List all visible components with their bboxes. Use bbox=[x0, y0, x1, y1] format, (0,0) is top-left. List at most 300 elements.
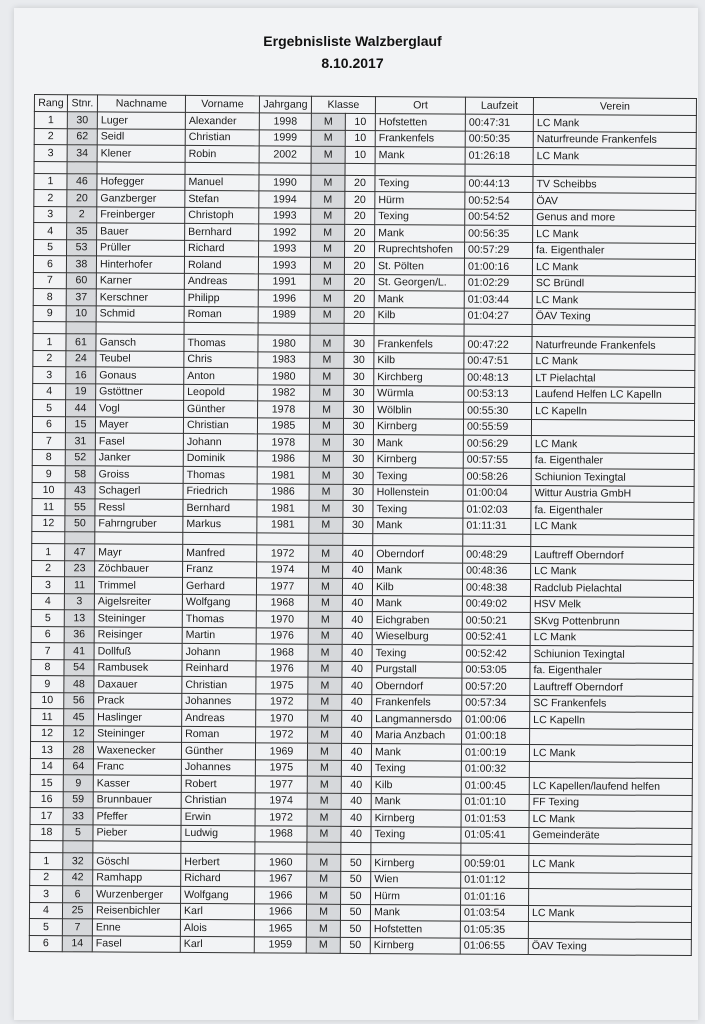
cell-rang: 5 bbox=[34, 239, 67, 256]
cell-laufzeit: 00:44:13 bbox=[465, 176, 533, 193]
cell-ort: Hofstetten bbox=[370, 921, 460, 938]
cell-jahrgang: 1975 bbox=[255, 759, 307, 776]
cell-rang: 13 bbox=[30, 741, 63, 758]
cell-vorname: Andreas bbox=[182, 709, 256, 726]
cell-ort: Hollenstein bbox=[373, 484, 463, 501]
cell-geschlecht: M bbox=[310, 385, 344, 402]
cell-geschlecht: M bbox=[307, 776, 341, 793]
cell-verein: Lauftreff Oberndorf bbox=[531, 547, 694, 564]
cell-jahrgang: 1989 bbox=[258, 306, 310, 323]
cell-verein: ÖAV bbox=[533, 193, 696, 210]
cell-jahrgang: 1967 bbox=[255, 870, 307, 887]
cell-stnr: 15 bbox=[65, 416, 95, 433]
cell-laufzeit: 01:01:16 bbox=[461, 888, 529, 905]
cell-jahrgang: 1966 bbox=[254, 903, 306, 920]
cell-vorname: Leopold bbox=[184, 384, 258, 401]
cell-stnr: 41 bbox=[64, 643, 94, 660]
cell-geschlecht: M bbox=[309, 500, 343, 517]
empty-cell bbox=[343, 533, 373, 545]
cell-verein: TV Scheibbs bbox=[533, 176, 696, 193]
cell-klasse: 40 bbox=[342, 644, 372, 661]
cell-geschlecht: M bbox=[307, 760, 341, 777]
cell-verein: SC Frankenfels bbox=[530, 695, 693, 712]
cell-rang: 2 bbox=[32, 560, 65, 577]
cell-jahrgang: 1981 bbox=[257, 467, 309, 484]
cell-laufzeit: 01:01:10 bbox=[461, 794, 529, 811]
cell-geschlecht: M bbox=[311, 191, 345, 208]
cell-verein: LC Mank bbox=[530, 629, 693, 646]
cell-laufzeit: 00:56:29 bbox=[463, 435, 531, 452]
empty-cell bbox=[375, 163, 465, 176]
empty-cell bbox=[374, 324, 464, 337]
cell-laufzeit: 01:00:16 bbox=[464, 258, 532, 275]
cell-vorname: Thomas bbox=[183, 466, 257, 483]
cell-jahrgang: 1974 bbox=[255, 792, 307, 809]
cell-verein: ÖAV Texing bbox=[532, 308, 695, 325]
cell-klasse: 30 bbox=[344, 401, 374, 418]
cell-vorname: Friedrich bbox=[183, 483, 257, 500]
empty-cell bbox=[65, 532, 95, 544]
empty-cell bbox=[184, 322, 258, 334]
cell-ort: Texing bbox=[373, 501, 463, 518]
cell-ort: Kilb bbox=[371, 777, 461, 794]
cell-rang: 1 bbox=[34, 173, 67, 190]
cell-geschlecht: M bbox=[308, 727, 342, 744]
cell-rang: 9 bbox=[31, 675, 64, 692]
cell-laufzeit: 01:05:41 bbox=[461, 827, 529, 844]
cell-verein: Wittur Austria GmbH bbox=[531, 485, 694, 502]
cell-rang: 9 bbox=[33, 305, 66, 322]
cell-rang: 4 bbox=[34, 223, 67, 240]
empty-cell bbox=[30, 840, 63, 852]
empty-cell bbox=[309, 533, 343, 545]
cell-nachname: Daxauer bbox=[94, 676, 182, 693]
cell-vorname: Alois bbox=[180, 919, 254, 936]
cell-stnr: 37 bbox=[66, 289, 96, 306]
cell-stnr: 28 bbox=[63, 742, 93, 759]
cell-rang: 6 bbox=[33, 256, 66, 273]
cell-laufzeit: 00:50:21 bbox=[462, 612, 530, 629]
cell-laufzeit: 00:52:54 bbox=[465, 192, 533, 209]
cell-laufzeit: 01:01:12 bbox=[461, 872, 529, 889]
cell-laufzeit: 00:53:13 bbox=[464, 386, 532, 403]
cell-klasse: 40 bbox=[341, 826, 371, 843]
cell-ort: Oberndorf bbox=[373, 546, 463, 563]
cell-verein bbox=[529, 872, 692, 889]
empty-cell bbox=[531, 535, 694, 548]
cell-nachname: Klener bbox=[97, 145, 185, 162]
cell-nachname: Vogl bbox=[96, 400, 184, 417]
cell-jahrgang: 1978 bbox=[257, 434, 309, 451]
empty-cell bbox=[344, 323, 374, 335]
cell-nachname: Enne bbox=[92, 919, 180, 936]
cell-geschlecht: M bbox=[306, 920, 340, 937]
cell-geschlecht: M bbox=[309, 467, 343, 484]
cell-stnr: 9 bbox=[63, 775, 93, 792]
cell-jahrgang: 1980 bbox=[258, 368, 310, 385]
cell-klasse: 40 bbox=[341, 793, 371, 810]
cell-verein: LC Mank bbox=[533, 148, 696, 165]
cell-verein bbox=[528, 922, 691, 939]
cell-verein bbox=[529, 889, 692, 906]
cell-ort: Kirnberg bbox=[370, 937, 460, 954]
cell-ort: Texing bbox=[375, 175, 465, 192]
cell-stnr: 20 bbox=[67, 190, 97, 207]
cell-nachname: Ressl bbox=[95, 499, 183, 516]
cell-stnr: 12 bbox=[64, 725, 94, 742]
cell-nachname: Gansch bbox=[96, 334, 184, 351]
cell-geschlecht: M bbox=[311, 208, 345, 225]
cell-klasse: 20 bbox=[345, 208, 375, 225]
cell-nachname: Waxenecker bbox=[93, 742, 181, 759]
empty-cell bbox=[183, 532, 257, 544]
cell-klasse: 30 bbox=[344, 385, 374, 402]
cell-nachname: Franc bbox=[93, 758, 181, 775]
cell-geschlecht: M bbox=[309, 484, 343, 501]
cell-nachname: Luger bbox=[97, 112, 185, 129]
cell-jahrgang: 1983 bbox=[258, 351, 310, 368]
cell-laufzeit: 01:05:35 bbox=[460, 921, 528, 938]
cell-nachname: Dollfuß bbox=[94, 643, 182, 660]
cell-vorname: Christian bbox=[185, 129, 259, 146]
cell-jahrgang: 1968 bbox=[256, 644, 308, 661]
cell-rang: 9 bbox=[32, 465, 65, 482]
cell-ort: Mank bbox=[371, 744, 461, 761]
cell-laufzeit: 00:59:01 bbox=[461, 855, 529, 872]
cell-laufzeit: 01:00:18 bbox=[462, 728, 530, 745]
cell-verein: FF Texing bbox=[529, 794, 692, 811]
cell-rang: 3 bbox=[34, 145, 67, 162]
cell-stnr: 16 bbox=[66, 367, 96, 384]
cell-jahrgang: 1981 bbox=[257, 500, 309, 517]
cell-geschlecht: M bbox=[307, 887, 341, 904]
cell-verein: fa. Eigenthaler bbox=[533, 242, 696, 259]
cell-ort: St. Georgen/L. bbox=[374, 274, 464, 291]
cell-nachname: Göschl bbox=[93, 853, 181, 870]
cell-geschlecht: M bbox=[307, 793, 341, 810]
cell-ort: Eichgraben bbox=[372, 612, 462, 629]
cell-nachname: Ganzberger bbox=[97, 190, 185, 207]
cell-jahrgang: 1977 bbox=[255, 776, 307, 793]
cell-stnr: 45 bbox=[64, 709, 94, 726]
cell-jahrgang: 1998 bbox=[259, 113, 311, 130]
cell-klasse: 50 bbox=[341, 871, 371, 888]
cell-geschlecht: M bbox=[308, 628, 342, 645]
cell-verein: SC Bründl bbox=[532, 275, 695, 292]
cell-vorname: Herbert bbox=[181, 853, 255, 870]
empty-cell bbox=[33, 321, 66, 333]
cell-jahrgang: 1977 bbox=[256, 578, 308, 595]
cell-ort: Mank bbox=[375, 225, 465, 242]
cell-klasse: 20 bbox=[345, 191, 375, 208]
cell-stnr: 13 bbox=[64, 610, 94, 627]
cell-vorname: Bernhard bbox=[183, 499, 257, 516]
cell-klasse: 50 bbox=[340, 904, 370, 921]
empty-cell bbox=[255, 842, 307, 854]
cell-vorname: Chris bbox=[184, 351, 258, 368]
cell-vorname: Günther bbox=[181, 742, 255, 759]
cell-vorname: Johann bbox=[182, 643, 256, 660]
cell-ort: Kirnberg bbox=[373, 451, 463, 468]
cell-klasse: 20 bbox=[345, 175, 375, 192]
cell-jahrgang: 1972 bbox=[256, 693, 308, 710]
cell-vorname: Roman bbox=[182, 726, 256, 743]
cell-ort: Mank bbox=[373, 435, 463, 452]
cell-verein: Laufend Helfen LC Kapelln bbox=[532, 386, 695, 403]
cell-nachname: Kasser bbox=[93, 775, 181, 792]
cell-stnr: 35 bbox=[67, 223, 97, 240]
cell-klasse: 30 bbox=[343, 484, 373, 501]
cell-nachname: Janker bbox=[95, 449, 183, 466]
cell-nachname: Fasel bbox=[95, 433, 183, 450]
cell-geschlecht: M bbox=[307, 871, 341, 888]
cell-stnr: 34 bbox=[67, 145, 97, 162]
cell-vorname: Ludwig bbox=[181, 825, 255, 842]
cell-jahrgang: 2002 bbox=[259, 146, 311, 163]
header-nachname: Nachname bbox=[97, 95, 185, 113]
cell-geschlecht: M bbox=[308, 578, 342, 595]
cell-stnr: 6 bbox=[63, 886, 93, 903]
empty-cell bbox=[32, 531, 65, 543]
cell-ort: Hürm bbox=[371, 888, 461, 905]
cell-klasse: 20 bbox=[345, 224, 375, 241]
cell-ort: Hürm bbox=[375, 192, 465, 209]
cell-ort: Mank bbox=[372, 595, 462, 612]
cell-verein: LC Kapelln bbox=[532, 403, 695, 420]
cell-vorname: Thomas bbox=[184, 334, 258, 351]
cell-verein: Lauftreff Oberndorf bbox=[530, 679, 693, 696]
empty-cell bbox=[66, 322, 96, 334]
cell-ort: Mank bbox=[375, 147, 465, 164]
cell-nachname: Zöchbauer bbox=[95, 560, 183, 577]
cell-rang: 12 bbox=[31, 725, 64, 742]
cell-stnr: 43 bbox=[65, 482, 95, 499]
cell-geschlecht: M bbox=[310, 274, 344, 291]
cell-vorname: Johannes bbox=[181, 759, 255, 776]
cell-rang: 3 bbox=[31, 576, 64, 593]
cell-laufzeit: 00:55:30 bbox=[464, 402, 532, 419]
empty-cell bbox=[464, 324, 532, 336]
cell-nachname: Pieber bbox=[93, 824, 181, 841]
empty-cell bbox=[373, 534, 463, 547]
header-laufzeit: Laufzeit bbox=[465, 97, 533, 114]
cell-geschlecht: M bbox=[311, 130, 345, 147]
header-vorname: Vorname bbox=[185, 95, 259, 112]
cell-stnr: 44 bbox=[66, 400, 96, 417]
cell-laufzeit: 00:55:59 bbox=[463, 419, 531, 436]
cell-laufzeit: 01:00:19 bbox=[461, 744, 529, 761]
cell-ort: Kirnberg bbox=[371, 810, 461, 827]
cell-verein: LT Pielachtal bbox=[532, 370, 695, 387]
cell-jahrgang: 1972 bbox=[257, 545, 309, 562]
cell-geschlecht: M bbox=[310, 290, 344, 307]
cell-verein: SKvg Pottenbrunn bbox=[530, 613, 693, 630]
cell-rang: 1 bbox=[32, 543, 65, 560]
cell-nachname: Groiss bbox=[95, 466, 183, 483]
cell-jahrgang: 1986 bbox=[257, 483, 309, 500]
cell-stnr: 23 bbox=[65, 560, 95, 577]
cell-vorname: Gerhard bbox=[182, 577, 256, 594]
cell-ort: Texing bbox=[375, 208, 465, 225]
cell-stnr: 59 bbox=[63, 791, 93, 808]
cell-klasse: 40 bbox=[342, 694, 372, 711]
cell-jahrgang: 1990 bbox=[259, 174, 311, 191]
cell-klasse: 20 bbox=[344, 274, 374, 291]
cell-verein: LC Mank bbox=[533, 115, 696, 132]
cell-vorname: Philipp bbox=[184, 289, 258, 306]
empty-cell bbox=[307, 842, 341, 854]
cell-rang: 16 bbox=[30, 791, 63, 808]
empty-cell bbox=[258, 323, 310, 335]
cell-klasse: 10 bbox=[345, 113, 375, 130]
cell-ort: Texing bbox=[371, 826, 461, 843]
cell-rang: 2 bbox=[34, 190, 67, 207]
cell-ort: Kirchberg bbox=[374, 369, 464, 386]
cell-laufzeit: 01:00:45 bbox=[461, 777, 529, 794]
cell-laufzeit: 00:50:35 bbox=[465, 131, 533, 148]
cell-rang: 4 bbox=[33, 383, 66, 400]
cell-verein: LC Mank bbox=[528, 905, 691, 922]
cell-laufzeit: 01:02:03 bbox=[463, 501, 531, 518]
cell-stnr: 10 bbox=[66, 305, 96, 322]
cell-geschlecht: M bbox=[310, 401, 344, 418]
cell-laufzeit: 00:48:36 bbox=[463, 563, 531, 580]
cell-klasse: 30 bbox=[344, 368, 374, 385]
header-ort: Ort bbox=[375, 97, 465, 115]
cell-laufzeit: 00:47:31 bbox=[465, 114, 533, 131]
cell-nachname: Teubel bbox=[96, 350, 184, 367]
cell-verein: LC Mank bbox=[532, 259, 695, 276]
cell-klasse: 40 bbox=[341, 760, 371, 777]
cell-nachname: Reisenbichler bbox=[92, 902, 180, 919]
cell-verein: Radclub Pielachtal bbox=[530, 580, 693, 597]
empty-cell bbox=[67, 161, 97, 173]
cell-vorname: Robin bbox=[185, 145, 259, 162]
cell-stnr: 33 bbox=[63, 808, 93, 825]
cell-geschlecht: M bbox=[310, 307, 344, 324]
cell-geschlecht: M bbox=[311, 113, 345, 130]
cell-geschlecht: M bbox=[306, 937, 340, 954]
cell-rang: 1 bbox=[33, 333, 66, 350]
document-title: Ergebnisliste Walzberglauf bbox=[263, 33, 442, 49]
cell-nachname: Steininger bbox=[94, 610, 182, 627]
empty-cell bbox=[345, 163, 375, 175]
cell-rang: 3 bbox=[33, 366, 66, 383]
cell-laufzeit: 00:48:29 bbox=[463, 546, 531, 563]
cell-nachname: Bauer bbox=[97, 223, 185, 240]
empty-cell bbox=[461, 843, 529, 855]
cell-vorname: Martin bbox=[182, 627, 256, 644]
cell-vorname: Johann bbox=[183, 433, 257, 450]
cell-verein bbox=[531, 419, 694, 436]
cell-nachname: Reisinger bbox=[94, 626, 182, 643]
cell-geschlecht: M bbox=[308, 611, 342, 628]
cell-nachname: Haslinger bbox=[94, 709, 182, 726]
cell-vorname: Roland bbox=[184, 256, 258, 273]
cell-laufzeit: 00:52:42 bbox=[462, 645, 530, 662]
cell-laufzeit: 00:52:41 bbox=[462, 629, 530, 646]
cell-jahrgang: 1970 bbox=[256, 710, 308, 727]
cell-klasse: 40 bbox=[342, 677, 372, 694]
cell-klasse: 40 bbox=[342, 727, 372, 744]
cell-vorname: Alexander bbox=[185, 112, 259, 129]
cell-laufzeit: 01:00:04 bbox=[463, 485, 531, 502]
cell-klasse: 50 bbox=[340, 920, 370, 937]
cell-stnr: 46 bbox=[67, 173, 97, 190]
cell-rang: 14 bbox=[30, 758, 63, 775]
cell-rang: 10 bbox=[31, 692, 64, 709]
cell-geschlecht: M bbox=[309, 418, 343, 435]
cell-laufzeit: 00:54:52 bbox=[465, 209, 533, 226]
cell-nachname: Trimmel bbox=[94, 577, 182, 594]
cell-rang: 15 bbox=[30, 774, 63, 791]
cell-laufzeit: 00:56:35 bbox=[465, 225, 533, 242]
cell-laufzeit: 01:02:29 bbox=[464, 275, 532, 292]
cell-laufzeit: 00:57:55 bbox=[463, 452, 531, 469]
cell-laufzeit: 01:01:53 bbox=[461, 810, 529, 827]
cell-laufzeit: 00:57:34 bbox=[462, 695, 530, 712]
cell-stnr: 47 bbox=[65, 544, 95, 561]
cell-klasse: 20 bbox=[344, 257, 374, 274]
cell-rang: 8 bbox=[31, 659, 64, 676]
document-date: 8.10.2017 bbox=[321, 55, 384, 71]
cell-ort: Hofstetten bbox=[375, 114, 465, 131]
cell-laufzeit: 00:47:51 bbox=[464, 353, 532, 370]
cell-ort: Oberndorf bbox=[372, 678, 462, 695]
cell-geschlecht: M bbox=[307, 854, 341, 871]
cell-verein: Naturfreunde Frankenfels bbox=[532, 337, 695, 354]
cell-jahrgang: 1999 bbox=[259, 129, 311, 146]
cell-stnr: 62 bbox=[67, 128, 97, 145]
cell-ort: Kirnberg bbox=[373, 418, 463, 435]
cell-klasse: 30 bbox=[343, 517, 373, 534]
cell-jahrgang: 1993 bbox=[259, 207, 311, 224]
cell-verein: fa. Eigenthaler bbox=[531, 502, 694, 519]
cell-geschlecht: M bbox=[308, 694, 342, 711]
cell-klasse: 50 bbox=[341, 887, 371, 904]
cell-jahrgang: 1975 bbox=[256, 677, 308, 694]
cell-ort: Frankenfels bbox=[375, 130, 465, 147]
cell-klasse: 40 bbox=[343, 545, 373, 562]
cell-vorname: Erwin bbox=[181, 808, 255, 825]
empty-cell bbox=[257, 533, 309, 545]
cell-geschlecht: M bbox=[310, 368, 344, 385]
cell-nachname: Schmid bbox=[96, 305, 184, 322]
cell-geschlecht: M bbox=[310, 257, 344, 274]
empty-cell bbox=[463, 534, 531, 546]
header-jahrgang: Jahrgang bbox=[259, 96, 311, 113]
cell-laufzeit: 00:58:26 bbox=[463, 468, 531, 485]
cell-laufzeit: 01:03:54 bbox=[460, 905, 528, 922]
cell-stnr: 50 bbox=[65, 515, 95, 532]
cell-geschlecht: M bbox=[309, 517, 343, 534]
empty-cell bbox=[34, 161, 67, 173]
cell-laufzeit: 01:00:06 bbox=[462, 711, 530, 728]
cell-verein: LC Mank bbox=[531, 436, 694, 453]
cell-jahrgang: 1959 bbox=[254, 936, 306, 953]
cell-rang: 11 bbox=[32, 498, 65, 515]
cell-vorname: Manfred bbox=[183, 544, 257, 561]
cell-vorname: Markus bbox=[183, 516, 257, 533]
cell-nachname: Aigelsreiter bbox=[94, 593, 182, 610]
cell-jahrgang: 1976 bbox=[256, 627, 308, 644]
cell-klasse: 40 bbox=[343, 562, 373, 579]
cell-ort: Wölblin bbox=[374, 402, 464, 419]
cell-rang: 8 bbox=[32, 449, 65, 466]
cell-vorname: Thomas bbox=[182, 610, 256, 627]
empty-cell bbox=[533, 164, 696, 177]
empty-cell bbox=[310, 323, 344, 335]
